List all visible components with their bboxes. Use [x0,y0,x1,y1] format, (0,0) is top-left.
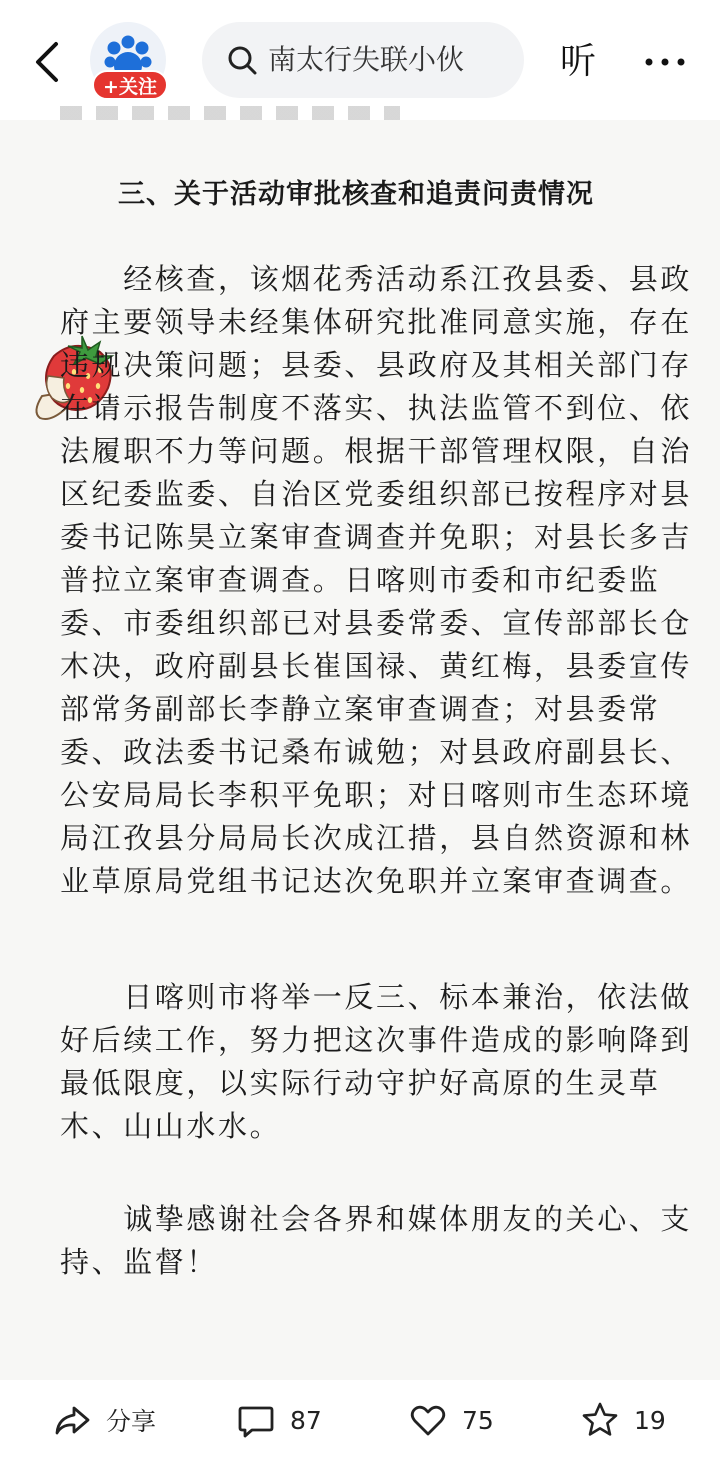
text-line: 业草原局党组书记达次免职并立案审查调查。 [60,864,693,898]
text-line: 诚挚感谢社会各界和媒体朋友的关心、支 [60,1202,693,1236]
star-icon [580,1400,620,1440]
text-line: 木决，政府副县长崔国禄、黄红梅，县委宣传 [60,649,693,683]
share-icon [52,1400,92,1440]
text-line: 持、监督！ [60,1245,219,1279]
search-query: 南太行失联小伙 [268,43,465,76]
back-arrow-icon [28,38,68,86]
favorite-button[interactable] [580,1398,666,1442]
listen-button[interactable]: 听 [560,41,597,82]
text-line: 法履职不力等问题。根据干部管理权限，自治 [60,434,693,468]
favorite-count: 19 [634,1405,666,1435]
share-button[interactable] [52,1398,156,1442]
follow-button[interactable]: +关注 [92,70,168,100]
like-button[interactable] [408,1398,494,1442]
text-line: 部常务副部长李静立案审查调查；对县委常 [60,692,661,726]
more-button[interactable] [640,40,690,84]
heart-icon [408,1400,448,1440]
cropped-text-fragment [60,106,400,120]
more-icon [640,40,690,84]
text-line: 区纪委监委、自治区党委组织部已按程序对县 [60,477,693,511]
author-avatar-group [88,22,172,102]
share-label: 分享 [106,1407,157,1436]
paragraph-followup [60,976,693,1148]
search-input[interactable] [202,22,524,98]
search-icon [226,44,258,76]
document-image [0,120,720,1380]
like-count: 75 [462,1405,494,1435]
text-line: 好后续工作，努力把这次事件造成的影响降到 [60,1023,693,1057]
comment-button[interactable] [236,1398,322,1442]
paragraph-thanks [60,1198,693,1284]
bottom-action-bar [0,1380,720,1469]
text-line: 普拉立案审查调查。日喀则市委和市纪委监 [60,563,661,597]
text-line: 委、市委组织部已对县委常委、宣传部部长仓 [60,606,693,640]
text-line: 最低限度，以实际行动守护好高原的生灵草 [60,1066,661,1100]
text-line: 经核查，该烟花秀活动系江孜县委、县政 [60,262,693,296]
back-button[interactable] [28,38,68,86]
text-line: 在请示报告制度不落实、执法监管不到位、依 [60,391,693,425]
top-bar [0,0,720,120]
section-heading: 三、关于活动审批核查和追责问责情况 [118,179,594,210]
text-line: 木、山山水水。 [60,1109,282,1143]
text-line: 委书记陈昊立案审查调查并免职；对县长多吉 [60,520,693,554]
comment-icon [236,1400,276,1440]
text-line: 委、政法委书记桑布诚勉；对县政府副县长、 [60,735,693,769]
text-line: 府主要领导未经集体研究批准同意实施，存在 [60,305,693,339]
text-line: 违规决策问题；县委、县政府及其相关部门存 [60,348,693,382]
text-line: 局江孜县分局局长次成江措，县自然资源和林 [60,821,693,855]
text-line: 日喀则市将举一反三、标本兼治，依法做 [60,980,693,1014]
text-line: 公安局局长李积平免职；对日喀则市生态环境 [60,778,693,812]
comment-count: 87 [290,1405,322,1435]
paragraph-review-findings [60,258,693,903]
